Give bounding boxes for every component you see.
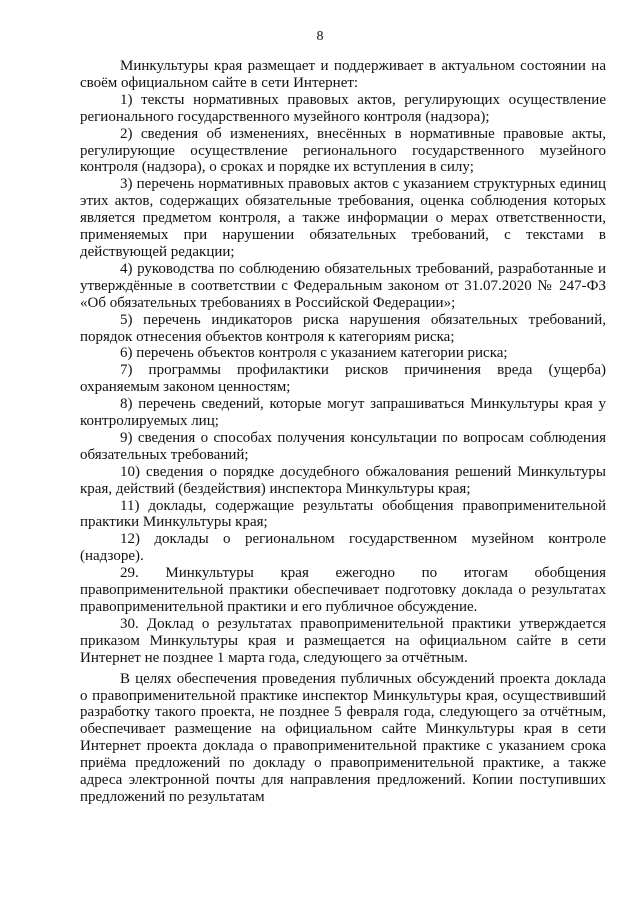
list-item-6: 6) перечень объектов контроля с указанием категории риска;: [120, 345, 508, 362]
public-discussion-paragraph: В целях обеспечения проведения публичных обсуждений проекта доклада о правоприменительной практике инспектор Минкультуры края, осуществивший разработку такого проекта, не позднее 5 февраля года, следующего за отчётным, обеспечивает размещение на официальном сайте Минкультуры края в сети Интернет проекта доклада о правоприменительной практике с указанием срока приёма предложений по докладу о правоприменительной практике, а также адреса электронной почты для направления предложений. Копии поступивших предложений по результатам: [80, 670, 606, 805]
list-item-5: 5) перечень индикаторов риска нарушения обязательных требований, порядок отнесения объектов контроля к категориям риска;: [80, 311, 606, 345]
list-item-9: 9) сведения о способах получения консультации по вопросам соблюдения обязательных требований;: [80, 429, 606, 463]
list-item-8: 8) перечень сведений, которые могут запрашиваться Минкультуры края у контролируемых лиц;: [80, 396, 606, 430]
clause-30: 30. Доклад о результатах правоприменительной практики утверждается приказом Минкультуры края и размещается на официальном сайте в сети Интернет не позднее 1 марта года, следующего за отчётным.: [80, 615, 606, 666]
clause-29: 29. Минкультуры края ежегодно по итогам обобщения правоприменительной практики обеспечивает подготовку доклада о результатах правоприменительной практики и его публичное обсуждение.: [80, 565, 606, 615]
page-number: 8: [316, 29, 324, 44]
list-item-11: 11) доклады, содержащие результаты обобщения правоприменительной практики Минкультуры края;: [80, 497, 606, 531]
list-item-2: 2) сведения об изменениях, внесённых в нормативные правовые акты, регулирующие осуществление регионального государственного музейного контроля (надзора), о сроках и порядке их вступления в силу;: [80, 125, 606, 176]
list-item-3: 3) перечень нормативных правовых актов с указанием структурных единиц этих актов, содержащих обязательные требования, оценка соблюдения которых является предметом контроля, а также информации о мерах ответственности, применяемых при нарушении обязательных требований, с текстами в действующей редакции;: [80, 176, 606, 260]
document-body: [80, 58, 606, 806]
list-item-4: 4) руководства по соблюдению обязательных требований, разработанные и утверждённые в соответствии с Федеральным законом от 31.07.2020 № 247-ФЗ «Об обязательных требованиях в Российской Федерации»;: [80, 260, 606, 311]
list-item-12: 12) доклады о региональном государственном музейном контроле (надзоре).: [80, 531, 606, 565]
list-item-7: 7) программы профилактики рисков причинения вреда (ущерба) охраняемым законом ценностям;: [80, 362, 606, 396]
list-item-10: 10) сведения о порядке досудебного обжалования решений Минкультуры края, действий (бездействия) инспектора Минкультуры края;: [80, 463, 606, 497]
list-item-1: 1) тексты нормативных правовых актов, регулирующих осуществление регионального государственного музейного контроля (надзора);: [80, 91, 606, 125]
intro-paragraph: Минкультуры края размещает и поддерживает в актуальном состоянии на своём официальном сайте в сети Интернет:: [80, 58, 606, 91]
